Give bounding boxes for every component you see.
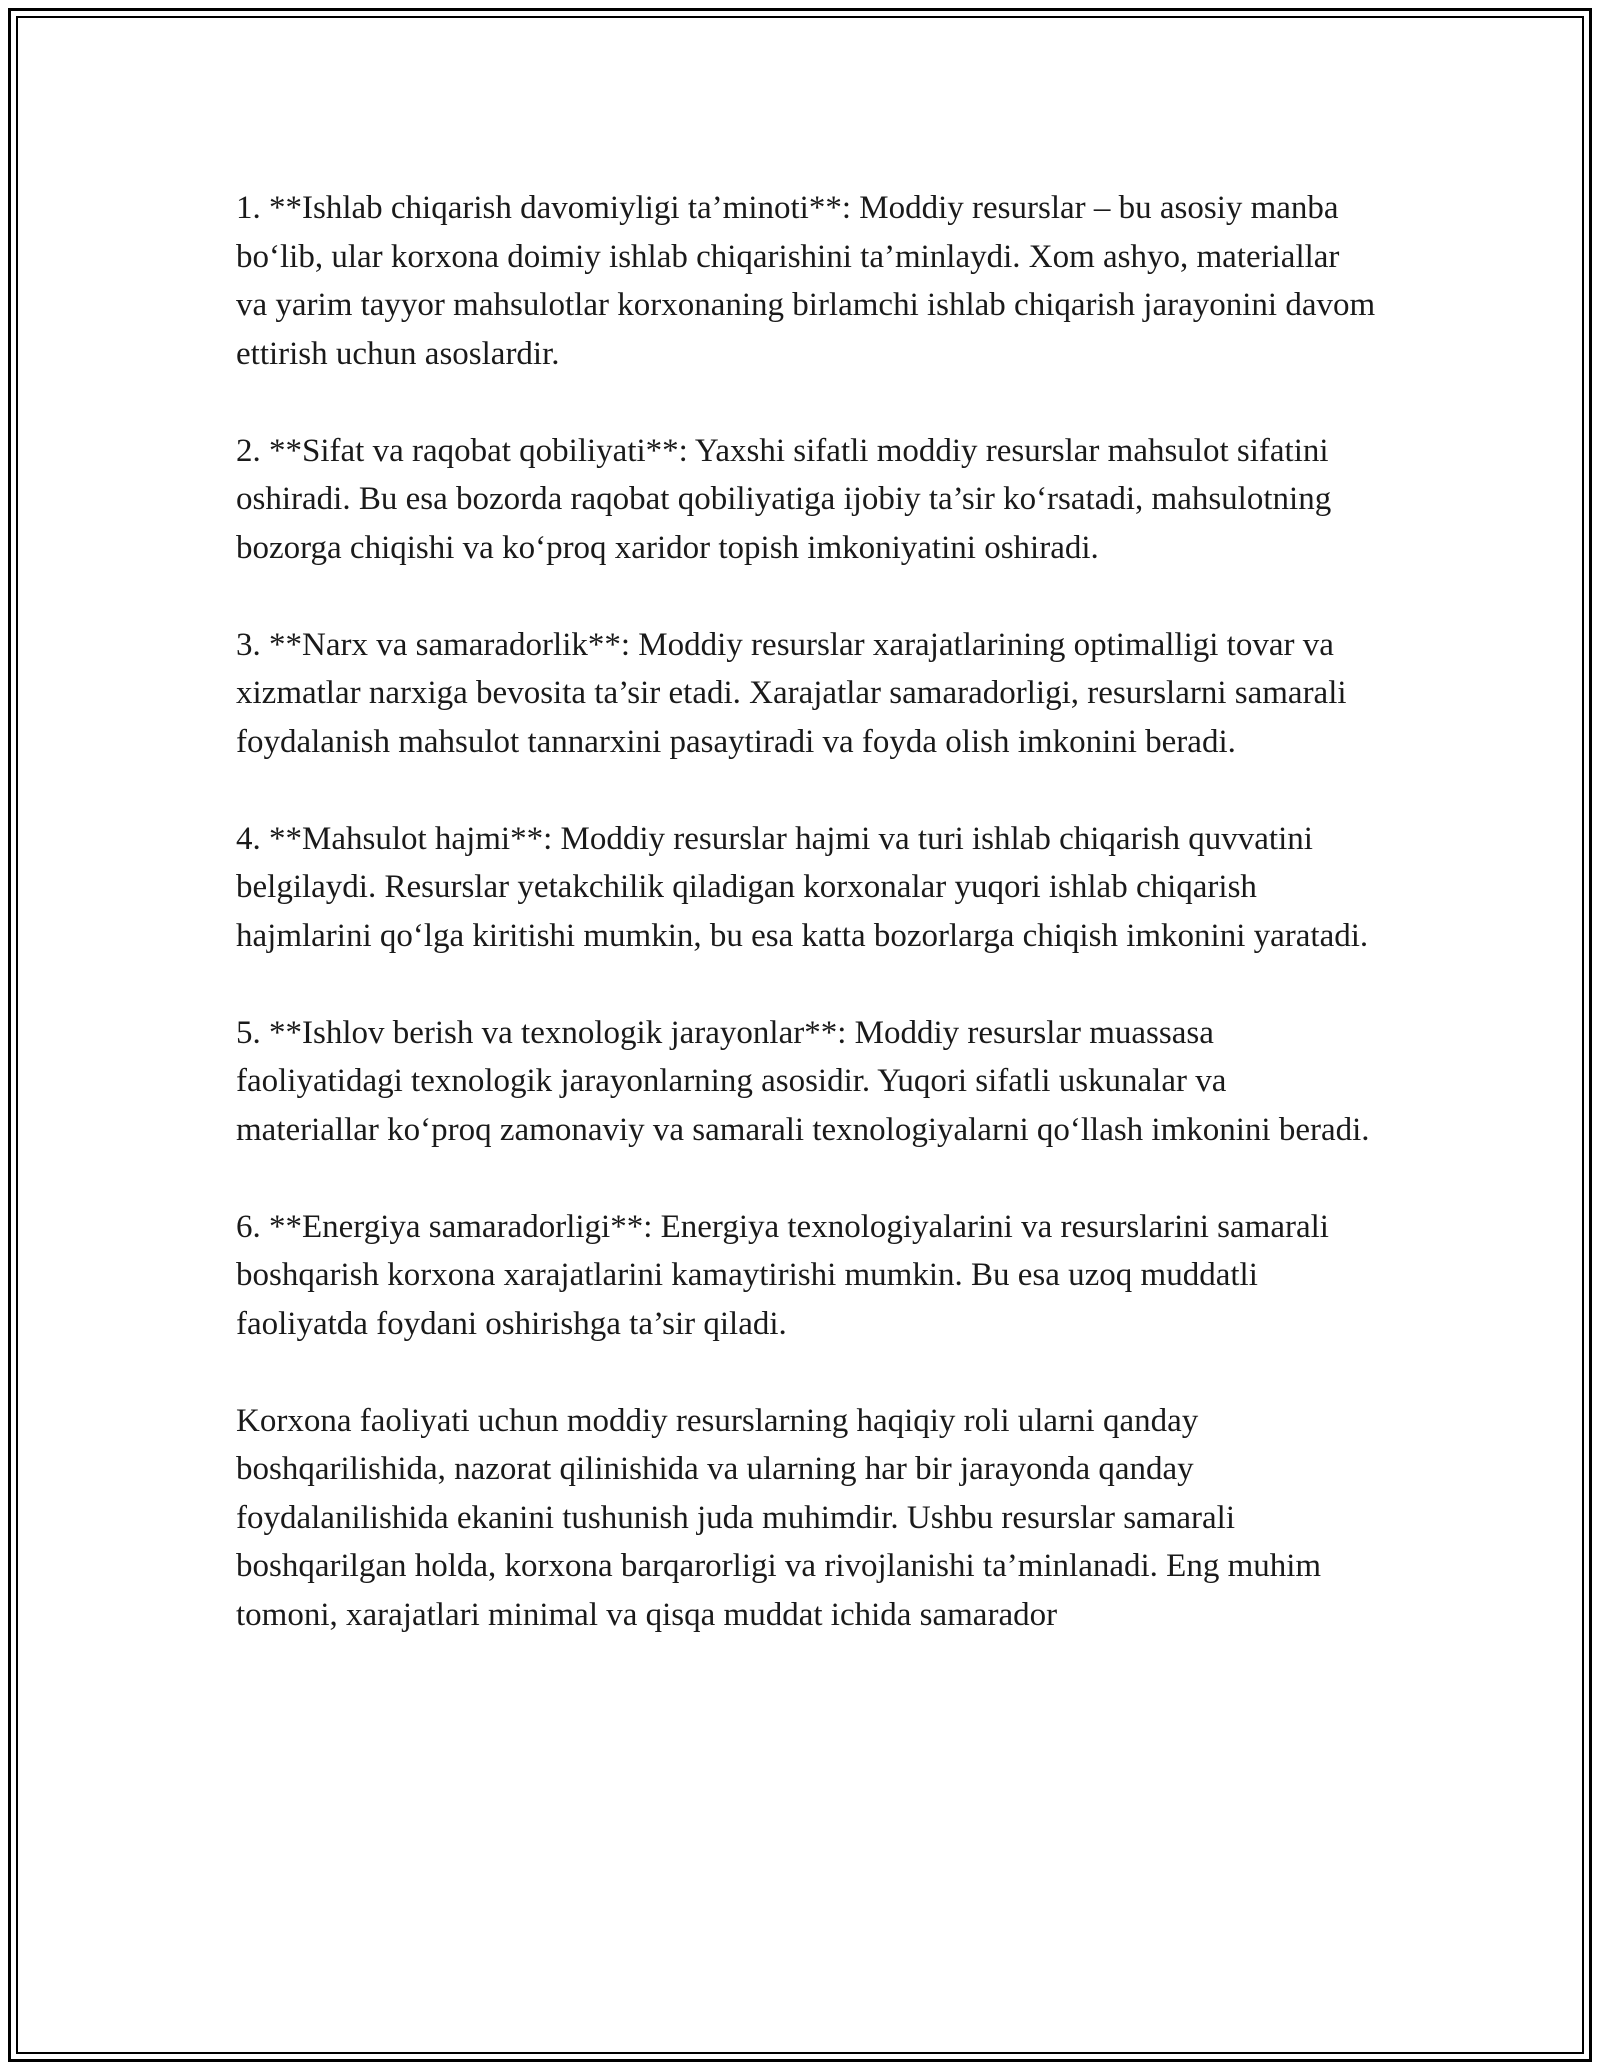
paragraph-ishlab-chiqarish: 1. **Ishlab chiqarish davomiyligi ta’minoti**: Moddiy resurslar – bu asosiy manba bo‘lib, ular korxona doimiy ishlab chiqarishini ta’minlaydi. Xom ashyo, materiallar va yarim tayyor mahsulotlar korxonaning birlamchi ishlab chiqarish jarayonini davom ettirish uchun asoslardir.	[236, 190, 1376, 372]
paragraph-ishlov-berish: 5. **Ishlov berish va texnologik jarayonlar**: Moddiy resurslar muassasa faoliyatidagi texnologik jarayonlarning asosidir. Yuqori sifatli uskunalar va materiallar ko‘proq zamonaviy va samarali texnologiyalarni qo‘llash imkonini beradi.	[236, 1014, 1370, 1148]
paragraph-mahsulot-hajmi: 4. **Mahsulot hajmi**: Moddiy resurslar hajmi va turi ishlab chiqarish quvvatini belgilaydi. Resurslar yetakchilik qiladigan korxonalar yuqori ishlab chiqarish hajmlarini qo‘lga kiritishi mumkin, bu esa katta bozorlarga chiqish imkonini yaratadi.	[236, 820, 1369, 954]
paragraph-energiya-samaradorligi: 6. **Energiya samaradorligi**: Energiya texnologiyalarini va resurslarini samarali boshqarish korxona xarajatlarini kamaytirishi mumkin. Bu esa uzoq muddatli faoliyatda foydani oshirishga ta’sir qiladi.	[236, 1208, 1329, 1342]
paragraph-narx-samaradorlik: 3. **Narx va samaradorlik**: Moddiy resurslar xarajatlarining optimalligi tovar va xizmatlar narxiga bevosita ta’sir etadi. Xarajatlar samaradorligi, resurslarni samarali foydalanish mahsulot tannarxini pasaytiradi va foyda olish imkonini beradi.	[236, 626, 1347, 760]
paragraph-sifat-raqobat: 2. **Sifat va raqobat qobiliyati**: Yaxshi sifatli moddiy resurslar mahsulot sifatini oshiradi. Bu esa bozorda raqobat qobiliyatiga ijobiy ta’sir ko‘rsatadi, mahsulotning bozorga chiqishi va ko‘proq xaridor topish imkoniyatini oshiradi.	[236, 432, 1332, 566]
document-body	[236, 184, 1376, 1639]
paragraph-conclusion: Korxona faoliyati uchun moddiy resurslarning haqiqiy roli ularni qanday boshqarilishida, nazorat qilinishida va ularning har bir jarayonda qanday foydalanilishida ekanini tushunish juda muhimdir. Ushbu resurslar samarali boshqarilgan holda, korxona barqarorligi va rivojlanishi ta’minlanadi. Eng muhim tomoni, xarajatlari minimal va qisqa muddat ichida samarador	[236, 1402, 1322, 1633]
